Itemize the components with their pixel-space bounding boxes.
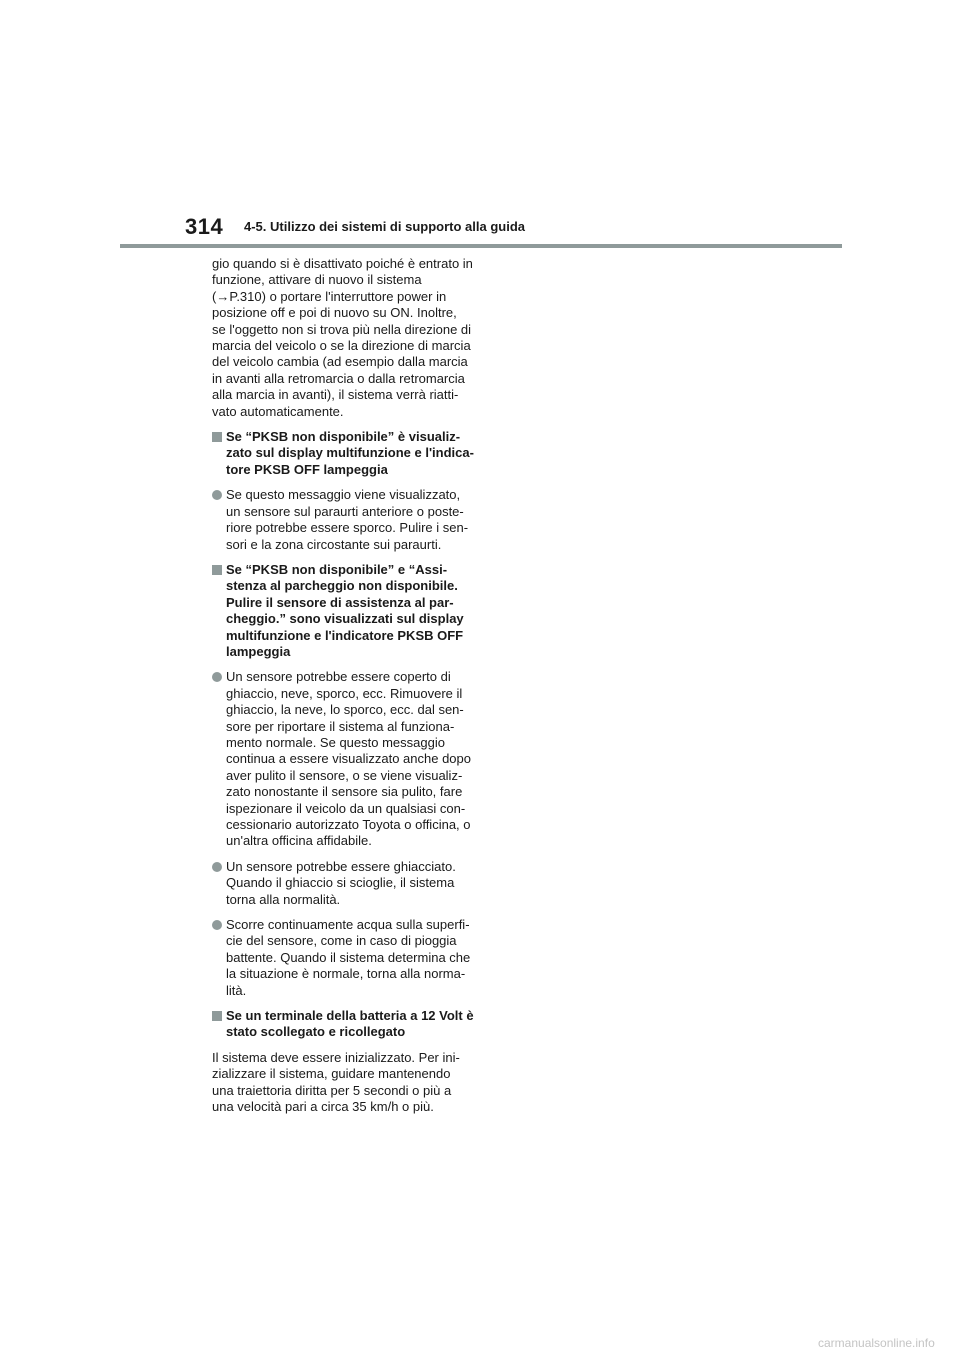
watermark: carmanualsonline.info <box>818 1336 935 1350</box>
square-bullet-icon <box>212 432 222 442</box>
subheading-pksb-unavailable <box>212 429 474 478</box>
round-bullet-icon <box>212 920 222 930</box>
header-rule <box>120 244 842 248</box>
subheading-text: Se “PKSB non disponibile” e “Assi-stenza al parcheggio non disponibile. Pulire il sensore di assistenza al par-cheggio.” sono visualizzati sul display multifunzione e l'indicatore PKSB OFF lampeggia <box>226 561 464 659</box>
bullet-item <box>212 487 474 553</box>
bullet-item <box>212 669 474 849</box>
square-bullet-icon <box>212 565 222 575</box>
bullet-text: Un sensore potrebbe essere ghiacciato. Quando il ghiaccio si scioglie, il sistema torna alla normalità. <box>226 858 456 907</box>
bullet-text: Scorre continuamente acqua sulla superfi-cie del sensore, come in caso di pioggia battente. Quando il sistema determina che la situazione è normale, torna alla norma-lità. <box>226 917 471 998</box>
bullet-item <box>212 917 474 999</box>
subheading-text: Se “PKSB non disponibile” è visualiz-zato sul display multifunzione e l'indica-tore PKSB OFF lampeggia <box>226 429 474 477</box>
bullet-item <box>212 859 474 908</box>
round-bullet-icon <box>212 490 222 500</box>
section-title: 4-5. Utilizzo dei sistemi di supporto alla guida <box>244 219 525 234</box>
bullet-text: Un sensore potrebbe essere coperto di ghiaccio, neve, sporco, ecc. Rimuovere il ghiaccio, la neve, lo sporco, ecc. dal sen-sore per riportare il sistema al funziona-mento normale. Se questo messaggio continua a essere visualizzato anche dopo aver pulito il sensore, o se viene visualiz-zato nonostante il sensore sia pulito, fare ispezionare il veicolo da un qualsiasi con-cessionario autorizzato Toyota o officina, o un'altra officina affidabile. <box>226 669 471 849</box>
round-bullet-icon <box>212 672 222 682</box>
bullet-text: Se questo messaggio viene visualizzato, un sensore sul paraurti anteriore o poste-riore potrebbe essere sporco. Pulire i sen-sori e la zona circostante sui paraurti. <box>226 487 469 552</box>
battery-paragraph: Il sistema deve essere inizializzato. Per ini-zializzare il sistema, guidare mantenendo una traiettoria diritta per 5 secondi o più a una velocità pari a circa 35 km/h o più. <box>212 1049 460 1115</box>
intro-paragraph: gio quando si è disattivato poiché è entrato in funzione, attivare di nuovo il sistema (→P.310) o portare l'interruttore power in posizione off e poi di nuovo su ON. Inoltre, se l'oggetto non si trova più nella direzione di marcia del veicolo o se la direzione di marcia del veicolo cambia (ad esempio dalla marcia in avanti alla retromarcia o dalla retromarcia alla marcia in avanti), il sistema verrà riatti-vato automaticamente. <box>212 256 473 419</box>
subheading-text: Se un terminale della batteria a 12 Volt è stato scollegato e ricollegato <box>226 1008 474 1040</box>
round-bullet-icon <box>212 862 222 872</box>
square-bullet-icon <box>212 1011 222 1021</box>
main-content <box>212 256 474 1125</box>
subheading-battery-terminal <box>212 1008 474 1041</box>
page-number: 314 <box>185 214 224 239</box>
subheading-parking-assist-unavailable <box>212 562 474 660</box>
